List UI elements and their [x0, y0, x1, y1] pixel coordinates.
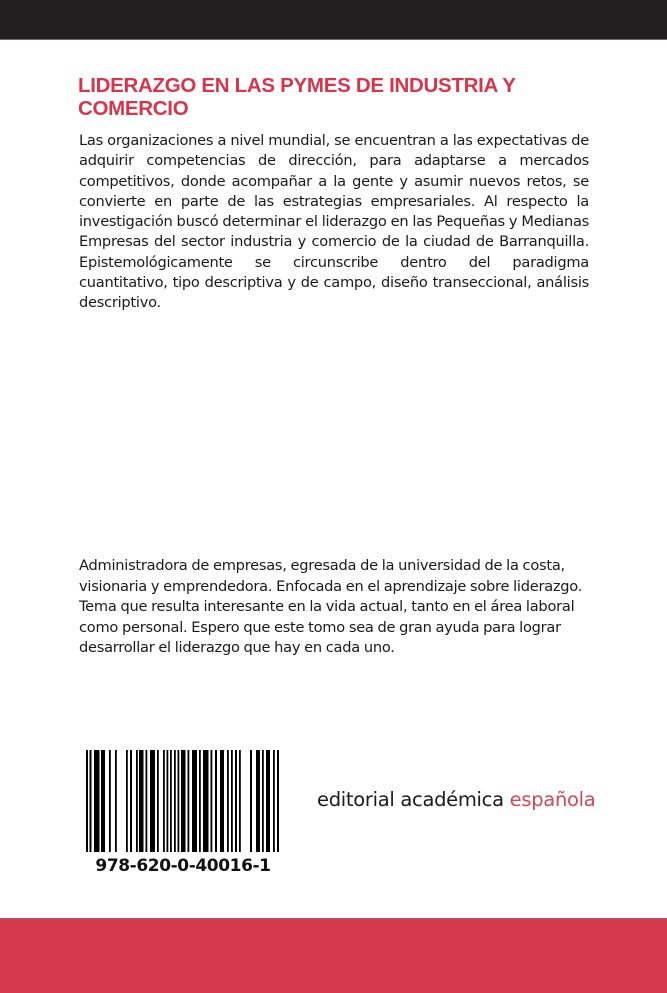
book-title: LIDERAZGO EN LAS PYMES DE INDUSTRIA Y COMERCIO [78, 74, 516, 120]
barcode-icon [86, 750, 279, 852]
author-bio-line: Tema que resulta interesante en la vida actual, tanto en el área laboral [79, 598, 575, 615]
author-bio-line: como personal. Espero que este tomo sea de gran ayuda para lograr [79, 618, 561, 636]
author-bio [79, 556, 609, 659]
author-bio-line: desarrollar el liderazgo que hay en cada uno. [79, 639, 395, 656]
isbn-number: 978-620-0-40016-1 [95, 856, 271, 876]
book-synopsis: Las organizaciones a nivel mundial, se encuentran a las expectativas de adquirir competencias de dirección, para adaptarse a mercados competitivos, donde acompañar a la gente y asumir nuevos retos, se convierte en parte de las estrategias empresariales. Al respecto la investigación buscó determinar el liderazgo en las Pequeñas y Medianas Empresas del sector industria y comercio de la ciudad de Barranquilla. Epistemológicamente se circunscribe dentro del paradigma cuantitativo, tipo descriptiva y de campo, diseño transeccional, análisis descriptivo. [79, 132, 589, 312]
publisher-name-main: editorial académica [317, 788, 510, 811]
top-color-band [0, 0, 667, 40]
bottom-color-band [0, 918, 667, 993]
publisher-logo [317, 788, 595, 812]
isbn-barcode-block [86, 750, 280, 876]
publisher-name-accent: española [509, 788, 596, 811]
author-bio-line: Administradora de empresas, egresada de la universidad de la costa, [79, 557, 565, 574]
author-bio-line: visionaria y emprendedora. Enfocada en el aprendizaje sobre liderazgo. [79, 577, 583, 595]
